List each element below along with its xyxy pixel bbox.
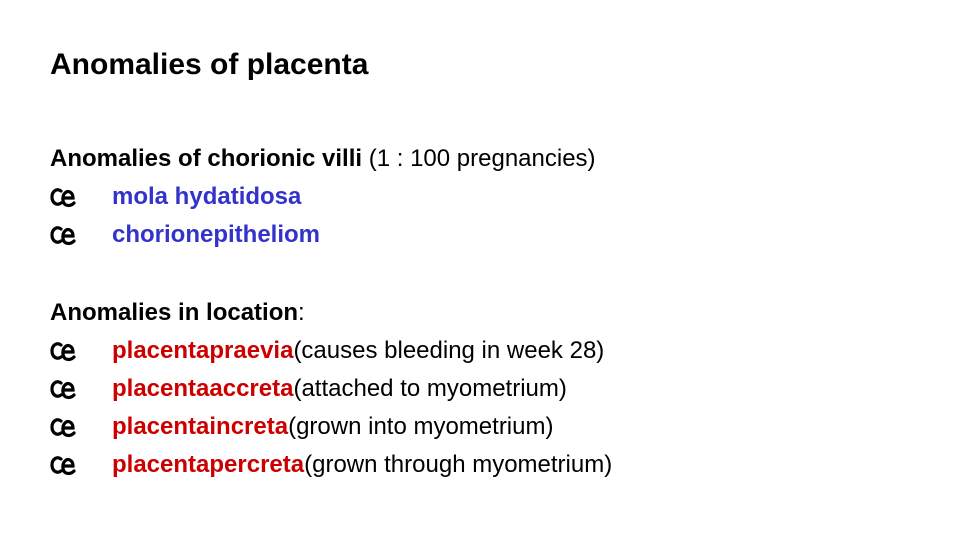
item-note: (grown into myometrium) (288, 413, 554, 440)
list-item (50, 178, 596, 216)
list-item (50, 370, 612, 408)
slide-title: Anomalies of placenta (50, 48, 369, 81)
list-item (50, 446, 612, 484)
item-term: percreta (209, 451, 305, 478)
ce-ligature-icon (50, 340, 112, 362)
section-heading (50, 294, 612, 332)
ce-ligature-icon (50, 186, 112, 208)
item-note: (grown through myometrium) (304, 451, 613, 478)
section-chorionic-villi (50, 140, 596, 254)
list-item (50, 332, 612, 370)
item-term: accreta (209, 375, 294, 402)
item-note: (causes bleeding in week 28) (293, 337, 605, 364)
item-prefix: placenta (112, 413, 210, 440)
section-heading-note: (1 : 100 pregnancies) (362, 145, 596, 172)
section-heading-note: : (298, 299, 305, 326)
ce-ligature-icon (50, 454, 112, 476)
item-prefix: placenta (112, 375, 210, 402)
section-location (50, 294, 612, 484)
section-heading-title: Anomalies in location (50, 299, 299, 326)
list-item (50, 216, 596, 254)
ce-ligature-icon (50, 378, 112, 400)
item-prefix: placenta (112, 337, 210, 364)
ce-ligature-icon (50, 416, 112, 438)
item-term: mola hydatidosa (112, 183, 302, 210)
list-item (50, 408, 612, 446)
section-heading-title: Anomalies of chorionic villi (50, 145, 363, 172)
item-note: (attached to myometrium) (293, 375, 567, 402)
section-heading (50, 140, 596, 178)
item-term: chorionepitheliom (112, 221, 321, 248)
item-term: praevia (209, 337, 294, 364)
item-prefix: placenta (112, 451, 210, 478)
ce-ligature-icon (50, 224, 112, 246)
item-term: increta (209, 413, 289, 440)
